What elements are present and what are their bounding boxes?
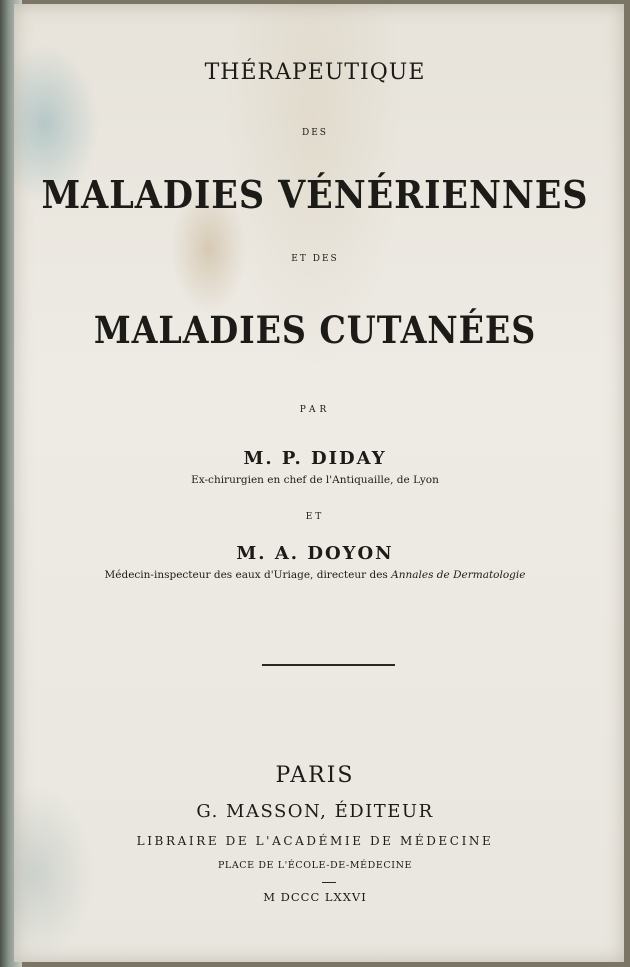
author-1-name: M. P. DIDAY: [243, 448, 387, 469]
divider-rule: [262, 664, 395, 666]
main-title-line-1: MALADIES VÉNÉRIENNES: [41, 172, 589, 217]
imprint-city: PARIS: [275, 763, 355, 788]
connector-des: DES: [302, 128, 328, 138]
small-divider-rule: [322, 882, 336, 883]
connector-et: ET: [305, 512, 325, 522]
author-2-name: M. A. DOYON: [236, 543, 394, 564]
main-title-line-2: MALADIES CUTANÉES: [93, 308, 537, 352]
author-2-role-text: Médecin-inspecteur des eaux d'Uriage, directeur des: [104, 569, 392, 581]
imprint-address: PLACE DE L'ÉCOLE-DE-MÉDECINE: [217, 860, 413, 871]
imprint-date: M DCCC LXXVI: [263, 890, 367, 904]
subject-heading: THÉRAPEUTIQUE: [204, 60, 426, 85]
author-1-role: Ex-chirurgien en chef de l'Antiquaille, de Lyon: [191, 474, 439, 486]
connector-par: PAR: [299, 405, 331, 415]
author-2-role: [0, 569, 630, 581]
imprint-library: LIBRAIRE DE L'ACADÉMIE DE MÉDECINE: [136, 834, 494, 848]
connector-et-des: ET DES: [291, 254, 339, 264]
journal-title: Annales de Dermatologie: [391, 569, 526, 581]
imprint-publisher: G. MASSON, ÉDITEUR: [196, 801, 434, 822]
